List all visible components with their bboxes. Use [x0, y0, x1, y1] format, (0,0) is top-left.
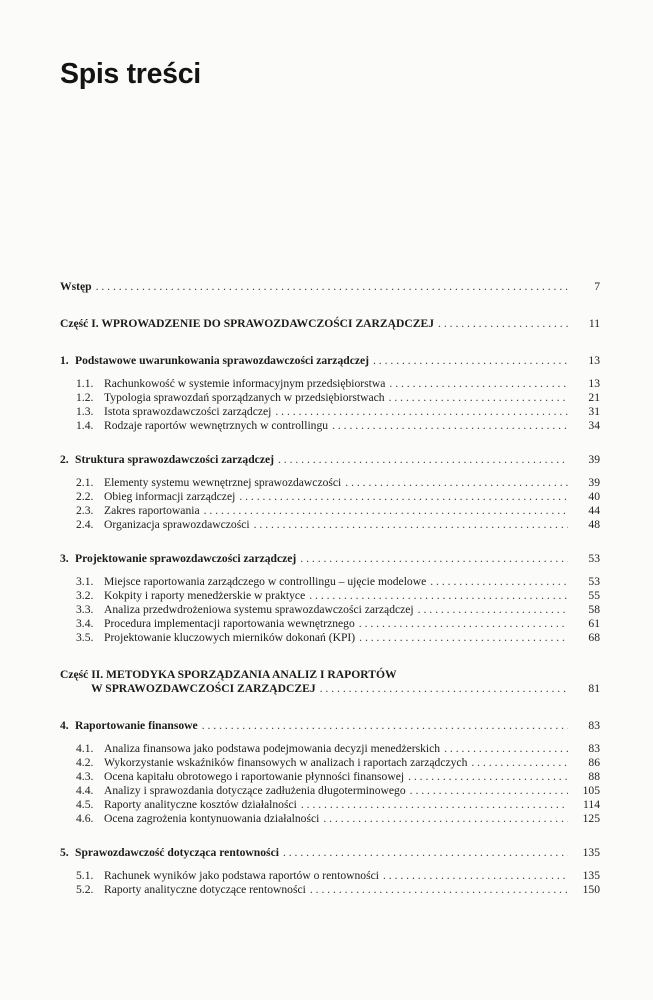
toc-entry-label: Wstęp — [60, 280, 92, 293]
dot-leader — [254, 518, 568, 532]
toc-page-number: 7 — [594, 280, 600, 293]
section-number: 1.2. — [76, 391, 94, 404]
toc-page-number: 34 — [588, 419, 600, 432]
dot-leader — [239, 490, 568, 504]
dot-leader — [359, 617, 568, 631]
section-title: Procedura implementacji raportowania wewnętrznego — [104, 617, 355, 630]
section-number: 1.3. — [76, 405, 94, 418]
dot-leader — [278, 453, 568, 467]
toc-section — [60, 883, 600, 897]
toc-page-number: 83 — [588, 719, 600, 732]
chapter-number: 3. — [60, 552, 69, 565]
dot-leader — [444, 742, 568, 756]
dot-leader — [410, 784, 568, 798]
toc-section — [60, 869, 600, 883]
chapter-title: Raportowanie finansowe — [75, 719, 198, 732]
chapter-number: 4. — [60, 719, 69, 732]
chapter-title: Projektowanie sprawozdawczości zarządczej — [75, 552, 297, 565]
toc-section — [60, 490, 600, 504]
section-title: Istota sprawozdawczości zarządczej — [104, 405, 272, 418]
toc-part-2-line-1 — [60, 668, 600, 682]
section-number: 4.1. — [76, 742, 94, 755]
toc-section — [60, 603, 600, 617]
section-number: 2.4. — [76, 518, 94, 531]
chapter-title: Sprawozdawczość dotycząca rentowności — [75, 846, 279, 859]
toc-chapter-1 — [60, 354, 600, 368]
section-title: Obieg informacji zarządczej — [104, 490, 236, 503]
section-title: Projektowanie kluczowych mierników dokonań (KPI) — [104, 631, 356, 644]
dot-leader — [275, 405, 568, 419]
section-number: 4.6. — [76, 812, 94, 825]
toc-section — [60, 518, 600, 532]
section-number: 4.3. — [76, 770, 94, 783]
toc-part-label: Część I. WPROWADZENIE DO SPRAWOZDAWCZOŚCI ZARZĄDCZEJ — [60, 317, 435, 330]
section-title: Raporty analityczne kosztów działalności — [104, 798, 297, 811]
section-title: Analiza przedwdrożeniowa systemu sprawozdawczości zarządczej — [104, 603, 414, 616]
toc-page-number: 53 — [588, 575, 600, 588]
toc-page-number: 68 — [588, 631, 600, 644]
section-title: Analizy i sprawozdania dotyczące zadłużenia długoterminowego — [104, 784, 406, 797]
toc-section — [60, 377, 600, 391]
dot-leader — [359, 631, 568, 645]
section-number: 3.1. — [76, 575, 94, 588]
section-title: Rachunek wyników jako podstawa raportów o rentowności — [104, 869, 379, 882]
toc-page-number: 135 — [582, 869, 600, 882]
toc-page-number: 150 — [582, 883, 600, 896]
section-title: Rachunkowość w systemie informacyjnym przedsiębiorstwa — [104, 377, 386, 390]
dot-leader — [310, 883, 568, 897]
toc-section — [60, 419, 600, 433]
toc-part-1 — [60, 317, 600, 331]
dot-leader — [418, 603, 568, 617]
toc-page-number: 13 — [588, 377, 600, 390]
section-number: 3.4. — [76, 617, 94, 630]
dot-leader — [332, 419, 568, 433]
dot-leader — [389, 377, 568, 391]
toc-page-number: 58 — [588, 603, 600, 616]
section-number: 3.5. — [76, 631, 94, 644]
section-title: Zakres raportowania — [104, 504, 200, 517]
toc-page-number: 61 — [588, 617, 600, 630]
page-title: Spis treści — [60, 58, 201, 90]
toc-page-number: 135 — [582, 846, 600, 859]
section-number: 2.3. — [76, 504, 94, 517]
toc-section — [60, 391, 600, 405]
section-title: Raporty analityczne dotyczące rentowności — [104, 883, 306, 896]
toc-part-label: Część II. METODYKA SPORZĄDZANIA ANALIZ I RAPORTÓW — [60, 668, 397, 681]
toc-section — [60, 770, 600, 784]
toc-page-number: 40 — [588, 490, 600, 503]
toc-section — [60, 631, 600, 645]
toc-page-number: 53 — [588, 552, 600, 565]
dot-leader — [430, 575, 568, 589]
section-title: Wykorzystanie wskaźników finansowych w analizach i raportach zarządczych — [104, 756, 468, 769]
chapter-number: 1. — [60, 354, 69, 367]
dot-leader — [323, 812, 568, 826]
section-number: 4.2. — [76, 756, 94, 769]
toc-page-number: 39 — [588, 476, 600, 489]
section-number: 3.2. — [76, 589, 94, 602]
toc-chapter-2 — [60, 453, 600, 467]
section-number: 2.1. — [76, 476, 94, 489]
section-title: Organizacja sprawozdawczości — [104, 518, 250, 531]
toc-section — [60, 575, 600, 589]
section-title: Typologia sprawozdań sporządzanych w przedsiębiorstwach — [104, 391, 385, 404]
dot-leader — [202, 719, 568, 733]
dot-leader — [383, 869, 568, 883]
toc-page-number: 83 — [588, 742, 600, 755]
toc-page-number: 21 — [588, 391, 600, 404]
toc-section — [60, 589, 600, 603]
section-title: Ocena zagrożenia kontynuowania działalności — [104, 812, 320, 825]
section-number: 5.1. — [76, 869, 94, 882]
toc-page-number: 88 — [588, 770, 600, 783]
dot-leader — [309, 589, 568, 603]
dot-leader — [345, 476, 568, 490]
section-title: Miejsce raportowania zarządczego w controllingu – ujęcie modelowe — [104, 575, 427, 588]
toc-page-number: 125 — [582, 812, 600, 825]
toc-section — [60, 617, 600, 631]
section-number: 4.4. — [76, 784, 94, 797]
toc-page-number: 55 — [588, 589, 600, 602]
toc-part-2-line-2 — [60, 682, 600, 696]
section-title: Rodzaje raportów wewnętrznych w controllingu — [104, 419, 329, 432]
dot-leader — [408, 770, 568, 784]
section-number: 5.2. — [76, 883, 94, 896]
toc-chapter-5 — [60, 846, 600, 860]
dot-leader — [96, 280, 568, 294]
toc-page-number: 48 — [588, 518, 600, 531]
toc-section — [60, 742, 600, 756]
dot-leader — [389, 391, 568, 405]
toc-page-number: 13 — [588, 354, 600, 367]
toc-section — [60, 756, 600, 770]
chapter-number: 5. — [60, 846, 69, 859]
dot-leader — [283, 846, 568, 860]
section-number: 3.3. — [76, 603, 94, 616]
table-of-contents — [60, 280, 600, 897]
section-title: Ocena kapitału obrotowego i raportowanie płynności finansowej — [104, 770, 405, 783]
toc-entry-intro — [60, 280, 600, 294]
dot-leader — [301, 798, 568, 812]
section-title: Kokpity i raporty menedżerskie w praktyce — [104, 589, 306, 602]
toc-page-number: 114 — [583, 798, 600, 811]
section-number: 4.5. — [76, 798, 94, 811]
toc-section — [60, 405, 600, 419]
toc-page-number: 86 — [588, 756, 600, 769]
toc-chapter-4 — [60, 719, 600, 733]
chapter-title: Struktura sprawozdawczości zarządczej — [75, 453, 274, 466]
toc-section — [60, 798, 600, 812]
toc-page-number: 105 — [582, 784, 600, 797]
toc-section — [60, 476, 600, 490]
chapter-number: 2. — [60, 453, 69, 466]
dot-leader — [471, 756, 568, 770]
section-title: Elementy systemu wewnętrznej sprawozdawczości — [104, 476, 342, 489]
toc-part-label-continued: W SPRAWOZDAWCZOŚCI ZARZĄDCZEJ — [91, 682, 316, 695]
section-number: 1.1. — [76, 377, 94, 390]
toc-section — [60, 812, 600, 826]
section-title: Analiza finansowa jako podstawa podejmowania decyzji menedżerskich — [104, 742, 441, 755]
section-number: 2.2. — [76, 490, 94, 503]
toc-page-number: 44 — [588, 504, 600, 517]
toc-section — [60, 784, 600, 798]
toc-page-number: 81 — [588, 682, 600, 695]
dot-leader — [438, 317, 568, 331]
toc-page-number: 31 — [588, 405, 600, 418]
dot-leader — [373, 354, 568, 368]
toc-section — [60, 504, 600, 518]
toc-page-number: 11 — [588, 317, 600, 330]
dot-leader — [204, 504, 568, 518]
dot-leader — [300, 552, 568, 566]
dot-leader — [320, 682, 568, 696]
toc-chapter-3 — [60, 552, 600, 566]
section-number: 1.4. — [76, 419, 94, 432]
chapter-title: Podstawowe uwarunkowania sprawozdawczości zarządczej — [75, 354, 369, 367]
toc-page-number: 39 — [588, 453, 600, 466]
